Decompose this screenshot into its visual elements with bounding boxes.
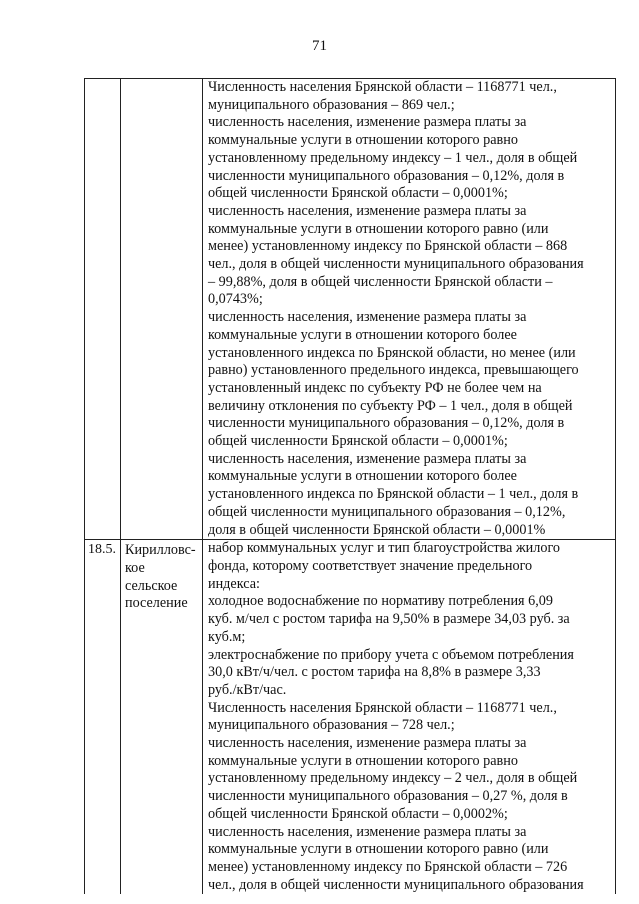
name-line: сельское xyxy=(125,577,178,594)
text-line: индекса: xyxy=(208,575,260,592)
text-line: численность населения, изменение размера платы за xyxy=(208,823,527,840)
text-line: чел., доля в общей численности муниципального образования xyxy=(208,876,584,893)
text-line: установленного индекса по Брянской области – 1 чел., доля в xyxy=(208,486,579,503)
text-line: численность населения, изменение размера платы за xyxy=(208,114,527,131)
name-line: поселение xyxy=(125,595,188,612)
municipality-name xyxy=(121,540,203,895)
text-line: численность населения, изменение размера платы за xyxy=(208,202,527,219)
text-line: общей численности Брянской области – 0,0001%; xyxy=(208,185,508,202)
name-line: кое xyxy=(125,559,145,576)
text-line: доля в общей численности Брянской области – 0,0001% xyxy=(208,521,546,538)
text-line: муниципального образования – 728 чел.; xyxy=(208,717,455,734)
text-line: установленного индекса по Брянской области, но менее (или xyxy=(208,344,576,361)
text-line: фонда, которому соответствует значение предельного xyxy=(208,557,533,574)
table-row xyxy=(85,79,616,540)
text-line: 0,0743%; xyxy=(208,291,263,308)
text-line: численность населения, изменение размера платы за xyxy=(208,450,527,467)
text-line: численности муниципального образования – 0,12%, доля в xyxy=(208,167,565,184)
text-line: коммунальные услуги в отношении которого более xyxy=(208,468,517,485)
row-description xyxy=(203,79,616,540)
text-line: Численность населения Брянской области – 1168771 чел., xyxy=(208,699,557,716)
text-line: руб./кВт/час. xyxy=(208,681,287,698)
row-number xyxy=(85,79,121,540)
text-line: численности муниципального образования – 0,12%, доля в xyxy=(208,415,565,432)
text-line: коммунальные услуги в отношении которого равно (или xyxy=(208,841,549,858)
text-line: общей численности муниципального образования – 0,12%, xyxy=(208,503,566,520)
row-number: 18.5. xyxy=(85,540,121,895)
text-line: общей численности Брянской области – 0,0002%; xyxy=(208,805,508,822)
text-line: величину отклонения по субъекту РФ – 1 чел., доля в общей xyxy=(208,397,573,414)
text-line: равно) установленного предельного индекса, превышающего xyxy=(208,362,579,379)
municipality-name xyxy=(121,79,203,540)
text-line: куб. м/чел с ростом тарифа на 9,50% в размере 34,03 руб. за xyxy=(208,611,570,628)
text-line: 30,0 кВт/ч/чел. с ростом тарифа на 8,8% в размере 3,33 xyxy=(208,664,541,681)
text-line: набор коммунальных услуг и тип благоустройства жилого xyxy=(208,540,561,557)
text-line: коммунальные услуги в отношении которого равно xyxy=(208,132,518,149)
page-number: 71 xyxy=(312,38,327,54)
name-line: Кирилловс- xyxy=(125,542,196,559)
text-line: электроснабжение по прибору учета с объемом потребления xyxy=(208,646,574,663)
text-line: установленному предельному индексу – 1 чел., доля в общей xyxy=(208,149,578,166)
text-line: чел., доля в общей численности муниципального образования xyxy=(208,256,584,273)
text-line: установленному предельному индексу – 2 чел., доля в общей xyxy=(208,770,578,787)
row-description xyxy=(203,540,616,895)
municipal-table xyxy=(84,78,616,894)
text-line: муниципального образования – 869 чел.; xyxy=(208,96,455,113)
text-line: холодное водоснабжение по нормативу потребления 6,09 xyxy=(208,593,553,610)
text-line: коммунальные услуги в отношении которого равно xyxy=(208,752,518,769)
text-line: численность населения, изменение размера платы за xyxy=(208,309,527,326)
text-line: коммунальные услуги в отношении которого более xyxy=(208,326,517,343)
table-row xyxy=(85,540,616,895)
text-line: – 99,88%, доля в общей численности Брянской области – xyxy=(208,273,553,290)
text-line: менее) установленному индексу по Брянской области – 726 xyxy=(208,858,568,875)
text-line: Численность населения Брянской области – 1168771 чел., xyxy=(208,79,557,95)
text-line: численности муниципального образования – 0,27 %, доля в xyxy=(208,788,568,805)
text-line: куб.м; xyxy=(208,628,246,645)
text-line: коммунальные услуги в отношении которого равно (или xyxy=(208,220,549,237)
text-line: менее) установленному индексу по Брянской области – 868 xyxy=(208,238,568,255)
text-line: общей численности Брянской области – 0,0001%; xyxy=(208,433,508,450)
text-line: численность населения, изменение размера платы за xyxy=(208,735,527,752)
text-line: установленный индекс по субъекту РФ не более чем на xyxy=(208,379,542,396)
